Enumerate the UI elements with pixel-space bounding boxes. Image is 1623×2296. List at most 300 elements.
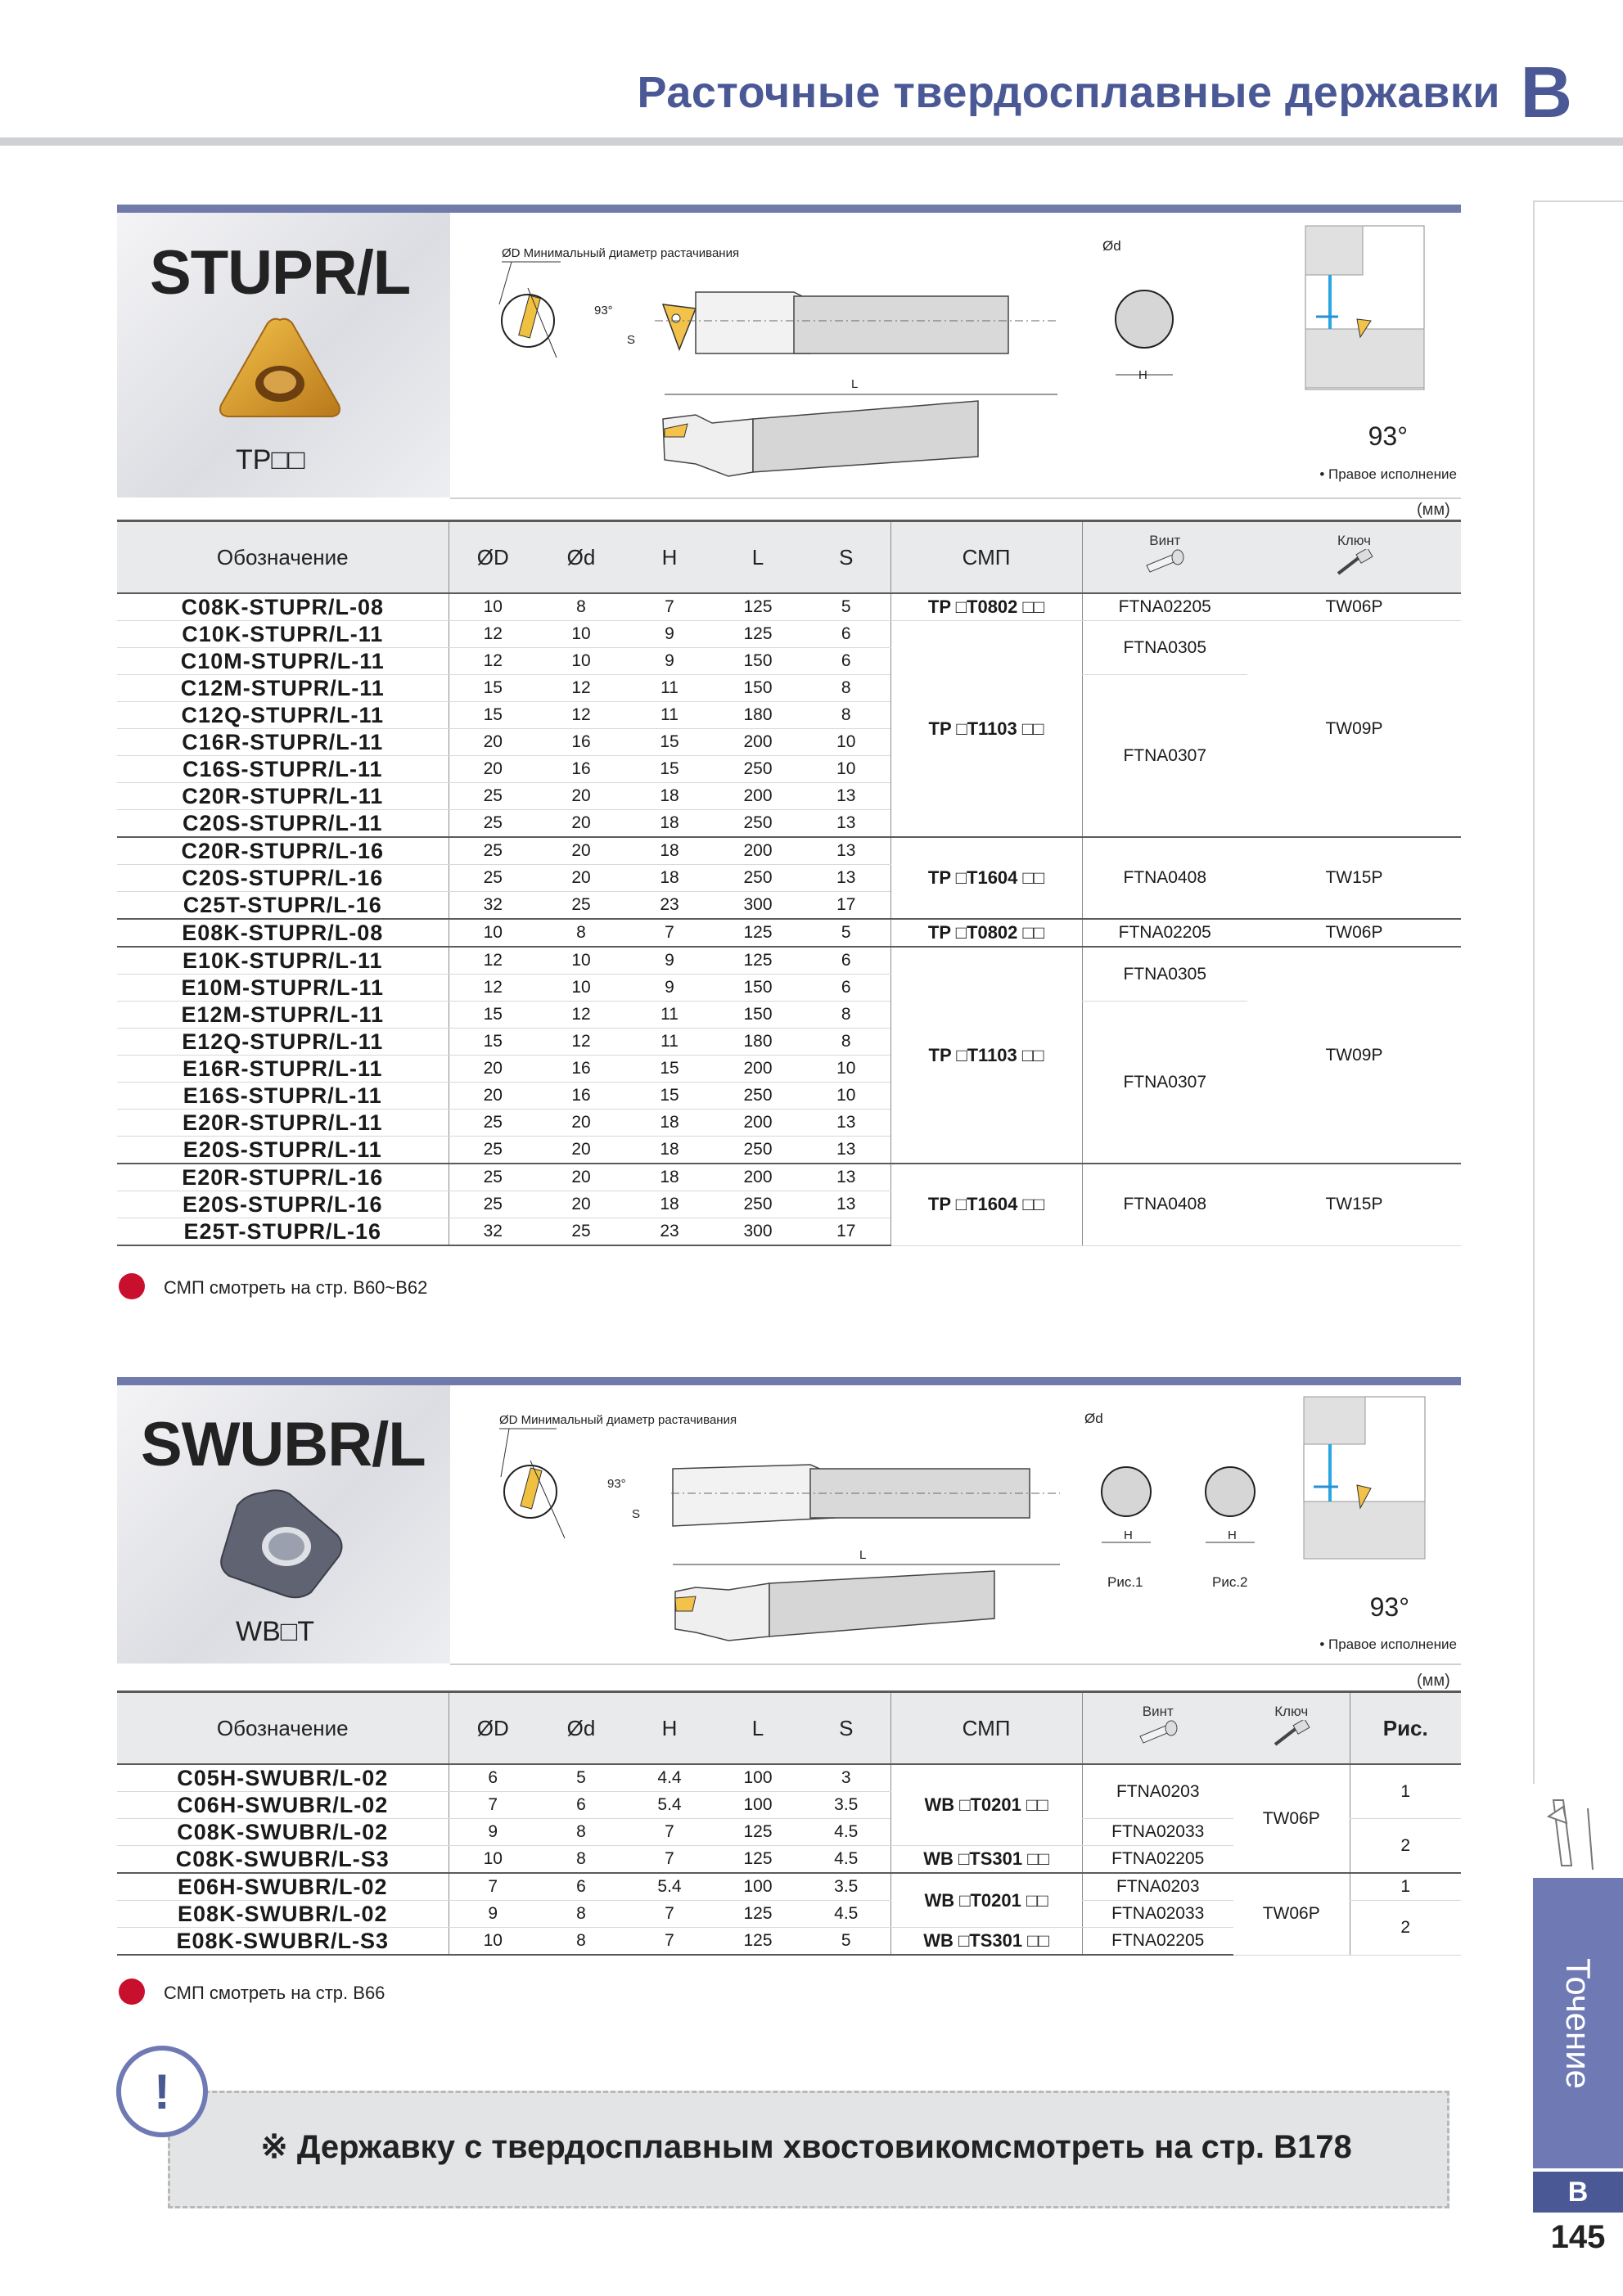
- designation-cell: C06H-SWUBR/L-02: [117, 1792, 449, 1819]
- pin-icon: [119, 1979, 145, 2005]
- key-cell: TW06P: [1233, 1873, 1350, 1955]
- d-cell: 8: [537, 1846, 625, 1874]
- L-cell: 200: [714, 837, 802, 865]
- d-cell: 25: [537, 1218, 625, 1246]
- fig-cell: 1: [1350, 1873, 1461, 1901]
- H-cell: 18: [625, 1137, 714, 1164]
- L-cell: 100: [714, 1764, 802, 1792]
- D-cell: 20: [449, 1056, 537, 1083]
- col-screw: Винт: [1082, 521, 1247, 594]
- d-cell: 20: [537, 1137, 625, 1164]
- L-cell: 125: [714, 1901, 802, 1928]
- H-cell: 4.4: [625, 1764, 714, 1792]
- notice-text: ※ Державку с твердосплавным хвостовикомсмотреть на стр. B178: [260, 2129, 1352, 2165]
- H-cell: 9: [625, 947, 714, 975]
- designation-cell: E10M-STUPR/L-11: [117, 975, 449, 1002]
- d-cell: 8: [537, 1928, 625, 1956]
- designation-cell: E20R-STUPR/L-11: [117, 1110, 449, 1137]
- designation-cell: E16S-STUPR/L-11: [117, 1083, 449, 1110]
- d-cell: 16: [537, 1083, 625, 1110]
- key-cell: TW09P: [1247, 621, 1461, 838]
- d-cell: 6: [537, 1792, 625, 1819]
- screw-cell: FTNA02033: [1082, 1901, 1233, 1928]
- d-cell: 12: [537, 1029, 625, 1056]
- S-cell: 4.5: [802, 1819, 890, 1846]
- product-name: SWUBR/L: [141, 1410, 426, 1479]
- col-key: Ключ: [1233, 1692, 1350, 1765]
- L-cell: 125: [714, 947, 802, 975]
- d-cell: 20: [537, 1191, 625, 1218]
- H-cell: 7: [625, 1928, 714, 1956]
- header-rule: [0, 137, 1623, 146]
- designation-cell: C05H-SWUBR/L-02: [117, 1764, 449, 1792]
- key-cell: TW09P: [1247, 947, 1461, 1164]
- D-cell: 25: [449, 810, 537, 838]
- designation-cell: C10M-STUPR/L-11: [117, 648, 449, 675]
- L-cell: 100: [714, 1792, 802, 1819]
- S-cell: 10: [802, 756, 890, 783]
- S-cell: 6: [802, 975, 890, 1002]
- D-cell: 10: [449, 919, 537, 947]
- S-cell: 17: [802, 1218, 890, 1246]
- col-S: S: [802, 521, 890, 594]
- stupr-table: [117, 520, 1461, 1246]
- D-cell: 9: [449, 1901, 537, 1928]
- designation-cell: C25T-STUPR/L-16: [117, 892, 449, 920]
- tool-drawing: [450, 1387, 1461, 1663]
- table-row: [117, 947, 1461, 975]
- screw-cell: FTNA02205: [1082, 1846, 1233, 1874]
- insert-cell: WB □TS301 □□: [890, 1928, 1082, 1956]
- H-cell: 9: [625, 621, 714, 648]
- col-H: H: [625, 1692, 714, 1765]
- L-cell: 250: [714, 810, 802, 838]
- S-cell: 13: [802, 1164, 890, 1191]
- d-cell: 12: [537, 1002, 625, 1029]
- svg-text:H: H: [1124, 1528, 1133, 1542]
- table-row: [117, 593, 1461, 621]
- col-d: Ød: [537, 1692, 625, 1765]
- D-cell: 15: [449, 1029, 537, 1056]
- H-cell: 18: [625, 1164, 714, 1191]
- S-cell: 17: [802, 892, 890, 920]
- col-insert: СМП: [890, 521, 1082, 594]
- svg-text:Рис.1: Рис.1: [1107, 1574, 1143, 1590]
- col-designation: Обозначение: [117, 1692, 449, 1765]
- designation-cell: E08K-SWUBR/L-S3: [117, 1928, 449, 1956]
- H-cell: 18: [625, 1191, 714, 1218]
- col-S: S: [802, 1692, 890, 1765]
- L-cell: 125: [714, 1928, 802, 1956]
- insert-cell: TP □T0802 □□: [890, 919, 1082, 947]
- d-cell: 20: [537, 810, 625, 838]
- L-cell: 125: [714, 593, 802, 621]
- screw-cell: FTNA0307: [1082, 675, 1247, 838]
- S-cell: 13: [802, 865, 890, 892]
- designation-cell: E20S-STUPR/L-16: [117, 1191, 449, 1218]
- unit-label: (мм): [1417, 1672, 1450, 1690]
- insert-cell: WB □T0201 □□: [890, 1873, 1082, 1928]
- S-cell: 6: [802, 648, 890, 675]
- L-cell: 125: [714, 1819, 802, 1846]
- designation-cell: C20S-STUPR/L-16: [117, 865, 449, 892]
- svg-text:H: H: [1138, 368, 1147, 382]
- table-row: [117, 837, 1461, 865]
- d-cell: 6: [537, 1873, 625, 1901]
- svg-text:• Правое исполнение: • Правое исполнение: [1319, 1636, 1457, 1652]
- H-cell: 18: [625, 1110, 714, 1137]
- designation-cell: E08K-SWUBR/L-02: [117, 1901, 449, 1928]
- fig-cell: 2: [1350, 1901, 1461, 1956]
- insert-code: WB□T: [236, 1616, 315, 1647]
- L-cell: 125: [714, 919, 802, 947]
- H-cell: 15: [625, 756, 714, 783]
- designation-cell: C16R-STUPR/L-11: [117, 729, 449, 756]
- H-cell: 18: [625, 837, 714, 865]
- key-icon: [1269, 1720, 1314, 1748]
- L-cell: 180: [714, 1029, 802, 1056]
- section-letter: B: [1520, 52, 1572, 133]
- S-cell: 10: [802, 1056, 890, 1083]
- L-cell: 200: [714, 1056, 802, 1083]
- screw-cell: FTNA02205: [1082, 593, 1247, 621]
- screw-icon: [1135, 1720, 1181, 1748]
- L-cell: 200: [714, 729, 802, 756]
- designation-cell: C10K-STUPR/L-11: [117, 621, 449, 648]
- col-D: ØD: [449, 521, 537, 594]
- d-cell: 8: [537, 919, 625, 947]
- S-cell: 5: [802, 593, 890, 621]
- d-cell: 5: [537, 1764, 625, 1792]
- designation-cell: C08K-SWUBR/L-02: [117, 1819, 449, 1846]
- H-cell: 7: [625, 919, 714, 947]
- table-row: [117, 1873, 1461, 1901]
- d-cell: 20: [537, 865, 625, 892]
- svg-text:L: L: [859, 1548, 867, 1562]
- swubr-table: [117, 1690, 1461, 1956]
- unit-label: (мм): [1417, 501, 1450, 519]
- H-cell: 11: [625, 1029, 714, 1056]
- designation-cell: C20S-STUPR/L-11: [117, 810, 449, 838]
- H-cell: 7: [625, 593, 714, 621]
- key-cell: TW15P: [1247, 837, 1461, 919]
- S-cell: 4.5: [802, 1846, 890, 1874]
- S-cell: 8: [802, 1002, 890, 1029]
- table-row: [117, 1164, 1461, 1191]
- H-cell: 11: [625, 702, 714, 729]
- L-cell: 250: [714, 1083, 802, 1110]
- svg-text:Ød: Ød: [1084, 1411, 1103, 1426]
- H-cell: 9: [625, 975, 714, 1002]
- svg-text:Рис.2: Рис.2: [1212, 1574, 1248, 1590]
- S-cell: 13: [802, 837, 890, 865]
- S-cell: 13: [802, 1191, 890, 1218]
- svg-text:ØD Минимальный диаметр растачи: ØD Минимальный диаметр растачивания: [499, 1413, 737, 1427]
- insert-code: TP□□: [236, 444, 305, 475]
- S-cell: 13: [802, 810, 890, 838]
- d-cell: 12: [537, 702, 625, 729]
- screw-icon: [1142, 549, 1188, 577]
- screw-cell: FTNA0408: [1082, 837, 1247, 919]
- S-cell: 5: [802, 1928, 890, 1956]
- H-cell: 18: [625, 783, 714, 810]
- insert-cell: TP □T0802 □□: [890, 593, 1082, 621]
- d-cell: 10: [537, 975, 625, 1002]
- d-cell: 10: [537, 621, 625, 648]
- d-cell: 20: [537, 837, 625, 865]
- col-designation: Обозначение: [117, 521, 449, 594]
- designation-cell: E08K-STUPR/L-08: [117, 919, 449, 947]
- designation-cell: C20R-STUPR/L-16: [117, 837, 449, 865]
- d-cell: 8: [537, 593, 625, 621]
- D-cell: 12: [449, 947, 537, 975]
- S-cell: 10: [802, 1083, 890, 1110]
- screw-cell: FTNA0408: [1082, 1164, 1247, 1245]
- side-rule-top: [1533, 200, 1623, 202]
- designation-cell: C20R-STUPR/L-11: [117, 783, 449, 810]
- L-cell: 150: [714, 648, 802, 675]
- key-cell: TW06P: [1247, 593, 1461, 621]
- exclamation-icon: !: [116, 2046, 208, 2137]
- svg-text:S: S: [632, 1507, 641, 1521]
- screw-cell: FTNA02205: [1082, 1928, 1233, 1956]
- designation-cell: E10K-STUPR/L-11: [117, 947, 449, 975]
- S-cell: 4.5: [802, 1901, 890, 1928]
- insert-cell: TP □T1604 □□: [890, 837, 1082, 919]
- L-cell: 125: [714, 1846, 802, 1874]
- table-row: [117, 621, 1461, 648]
- side-rule: [1533, 200, 1535, 1784]
- d-cell: 10: [537, 648, 625, 675]
- S-cell: 3.5: [802, 1792, 890, 1819]
- col-d: Ød: [537, 521, 625, 594]
- designation-cell: E12Q-STUPR/L-11: [117, 1029, 449, 1056]
- d-cell: 12: [537, 675, 625, 702]
- designation-cell: E16R-STUPR/L-11: [117, 1056, 449, 1083]
- side-tab-label[interactable]: Точение: [1559, 1957, 1598, 2089]
- L-cell: 100: [714, 1873, 802, 1901]
- H-cell: 15: [625, 1083, 714, 1110]
- svg-text:L: L: [851, 377, 859, 391]
- D-cell: 20: [449, 1083, 537, 1110]
- page-number: 145: [1550, 2219, 1606, 2255]
- S-cell: 10: [802, 729, 890, 756]
- H-cell: 15: [625, 729, 714, 756]
- D-cell: 25: [449, 1137, 537, 1164]
- H-cell: 15: [625, 1056, 714, 1083]
- d-cell: 20: [537, 1110, 625, 1137]
- L-cell: 150: [714, 675, 802, 702]
- H-cell: 23: [625, 1218, 714, 1246]
- D-cell: 15: [449, 1002, 537, 1029]
- D-cell: 10: [449, 1928, 537, 1956]
- screw-cell: FTNA0305: [1082, 947, 1247, 1002]
- H-cell: 7: [625, 1846, 714, 1874]
- S-cell: 13: [802, 783, 890, 810]
- insert-cell: TP □T1103 □□: [890, 947, 1082, 1164]
- L-cell: 300: [714, 1218, 802, 1246]
- tp-insert-icon: [214, 315, 345, 434]
- svg-text:93°: 93°: [594, 304, 613, 317]
- D-cell: 12: [449, 975, 537, 1002]
- col-key: Ключ: [1247, 521, 1461, 594]
- L-cell: 250: [714, 865, 802, 892]
- H-cell: 18: [625, 865, 714, 892]
- d-cell: 16: [537, 1056, 625, 1083]
- H-cell: 5.4: [625, 1792, 714, 1819]
- designation-cell: E12M-STUPR/L-11: [117, 1002, 449, 1029]
- D-cell: 25: [449, 783, 537, 810]
- screw-cell: FTNA0203: [1082, 1873, 1233, 1901]
- svg-text:Ød: Ød: [1102, 238, 1121, 254]
- insert-cell: WB □T0201 □□: [890, 1764, 1082, 1846]
- d-cell: 16: [537, 756, 625, 783]
- screw-cell: FTNA0307: [1082, 1002, 1247, 1164]
- designation-cell: E06H-SWUBR/L-02: [117, 1873, 449, 1901]
- S-cell: 6: [802, 947, 890, 975]
- L-cell: 200: [714, 1110, 802, 1137]
- D-cell: 15: [449, 702, 537, 729]
- key-icon: [1332, 549, 1377, 577]
- screw-cell: FTNA0203: [1082, 1764, 1233, 1819]
- insert-cell: TP □T1604 □□: [890, 1164, 1082, 1245]
- L-cell: 200: [714, 783, 802, 810]
- fig-cell: 1: [1350, 1764, 1461, 1819]
- D-cell: 20: [449, 756, 537, 783]
- insert-cell: WB □TS301 □□: [890, 1846, 1082, 1874]
- key-cell: TW15P: [1247, 1164, 1461, 1245]
- D-cell: 10: [449, 593, 537, 621]
- table-row: [117, 919, 1461, 947]
- L-cell: 180: [714, 702, 802, 729]
- col-fig: Рис.: [1350, 1692, 1461, 1765]
- screw-cell: FTNA02205: [1082, 919, 1247, 947]
- D-cell: 9: [449, 1819, 537, 1846]
- d-cell: 8: [537, 1819, 625, 1846]
- product-name: STUPR/L: [150, 238, 411, 308]
- d-cell: 20: [537, 1164, 625, 1191]
- designation-cell: C08K-SWUBR/L-S3: [117, 1846, 449, 1874]
- D-cell: 25: [449, 1110, 537, 1137]
- H-cell: 18: [625, 810, 714, 838]
- S-cell: 8: [802, 1029, 890, 1056]
- col-D: ØD: [449, 1692, 537, 1765]
- designation-cell: E20S-STUPR/L-11: [117, 1137, 449, 1164]
- screw-cell: FTNA0305: [1082, 621, 1247, 675]
- designation-cell: C16S-STUPR/L-11: [117, 756, 449, 783]
- D-cell: 32: [449, 1218, 537, 1246]
- D-cell: 25: [449, 865, 537, 892]
- col-screw: Винт: [1082, 1692, 1233, 1765]
- d-cell: 25: [537, 892, 625, 920]
- D-cell: 7: [449, 1792, 537, 1819]
- S-cell: 3.5: [802, 1873, 890, 1901]
- d-cell: 16: [537, 729, 625, 756]
- page-title: Расточные твердосплавные державки: [637, 68, 1500, 117]
- key-cell: TW06P: [1233, 1764, 1350, 1873]
- key-cell: TW06P: [1247, 919, 1461, 947]
- svg-text:93°: 93°: [607, 1477, 626, 1491]
- S-cell: 8: [802, 675, 890, 702]
- H-cell: 11: [625, 1002, 714, 1029]
- table-row: [117, 1764, 1461, 1792]
- col-L: L: [714, 521, 802, 594]
- d-cell: 10: [537, 947, 625, 975]
- screw-cell: FTNA02033: [1082, 1819, 1233, 1846]
- L-cell: 125: [714, 621, 802, 648]
- S-cell: 13: [802, 1110, 890, 1137]
- H-cell: 7: [625, 1901, 714, 1928]
- L-cell: 250: [714, 1191, 802, 1218]
- pin-icon: [119, 1273, 145, 1299]
- D-cell: 25: [449, 1191, 537, 1218]
- S-cell: 5: [802, 919, 890, 947]
- tool-drawing: [450, 214, 1461, 497]
- designation-cell: E25T-STUPR/L-16: [117, 1218, 449, 1246]
- insert-reference-note: СМП смотреть на стр. B66: [164, 1983, 385, 2003]
- col-L: L: [714, 1692, 802, 1765]
- D-cell: 20: [449, 729, 537, 756]
- D-cell: 7: [449, 1873, 537, 1901]
- d-cell: 8: [537, 1901, 625, 1928]
- D-cell: 15: [449, 675, 537, 702]
- svg-text:ØD Минимальный диаметр растачи: ØD Минимальный диаметр растачивания: [502, 246, 740, 260]
- L-cell: 250: [714, 756, 802, 783]
- boring-bar-sketch-icon: [1539, 1792, 1616, 1874]
- fig-cell: 2: [1350, 1819, 1461, 1874]
- col-insert: СМП: [890, 1692, 1082, 1765]
- S-cell: 8: [802, 702, 890, 729]
- insert-reference-note: СМП смотреть на стр. B60~B62: [164, 1277, 428, 1298]
- H-cell: 9: [625, 648, 714, 675]
- D-cell: 6: [449, 1764, 537, 1792]
- section-bar: [117, 205, 1461, 213]
- side-letter: B: [1533, 2172, 1623, 2213]
- L-cell: 200: [714, 1164, 802, 1191]
- S-cell: 13: [802, 1137, 890, 1164]
- H-cell: 7: [625, 1819, 714, 1846]
- svg-text:• Правое исполнение: • Правое исполнение: [1319, 466, 1457, 482]
- insert-cell: TP □T1103 □□: [890, 621, 1082, 838]
- svg-text:H: H: [1228, 1528, 1237, 1542]
- S-cell: 3: [802, 1764, 890, 1792]
- svg-text:93°: 93°: [1368, 421, 1408, 451]
- L-cell: 300: [714, 892, 802, 920]
- designation-cell: C08K-STUPR/L-08: [117, 593, 449, 621]
- wb-insert-icon: [214, 1488, 349, 1602]
- section-bar: [117, 1377, 1461, 1385]
- D-cell: 32: [449, 892, 537, 920]
- D-cell: 12: [449, 621, 537, 648]
- designation-cell: C12M-STUPR/L-11: [117, 675, 449, 702]
- L-cell: 150: [714, 1002, 802, 1029]
- D-cell: 25: [449, 837, 537, 865]
- designation-cell: C12Q-STUPR/L-11: [117, 702, 449, 729]
- S-cell: 6: [802, 621, 890, 648]
- d-cell: 20: [537, 783, 625, 810]
- H-cell: 23: [625, 892, 714, 920]
- svg-text:S: S: [627, 333, 636, 347]
- designation-cell: E20R-STUPR/L-16: [117, 1164, 449, 1191]
- svg-text:93°: 93°: [1369, 1592, 1409, 1622]
- L-cell: 250: [714, 1137, 802, 1164]
- D-cell: 12: [449, 648, 537, 675]
- D-cell: 25: [449, 1164, 537, 1191]
- L-cell: 150: [714, 975, 802, 1002]
- col-H: H: [625, 521, 714, 594]
- H-cell: 11: [625, 675, 714, 702]
- D-cell: 10: [449, 1846, 537, 1874]
